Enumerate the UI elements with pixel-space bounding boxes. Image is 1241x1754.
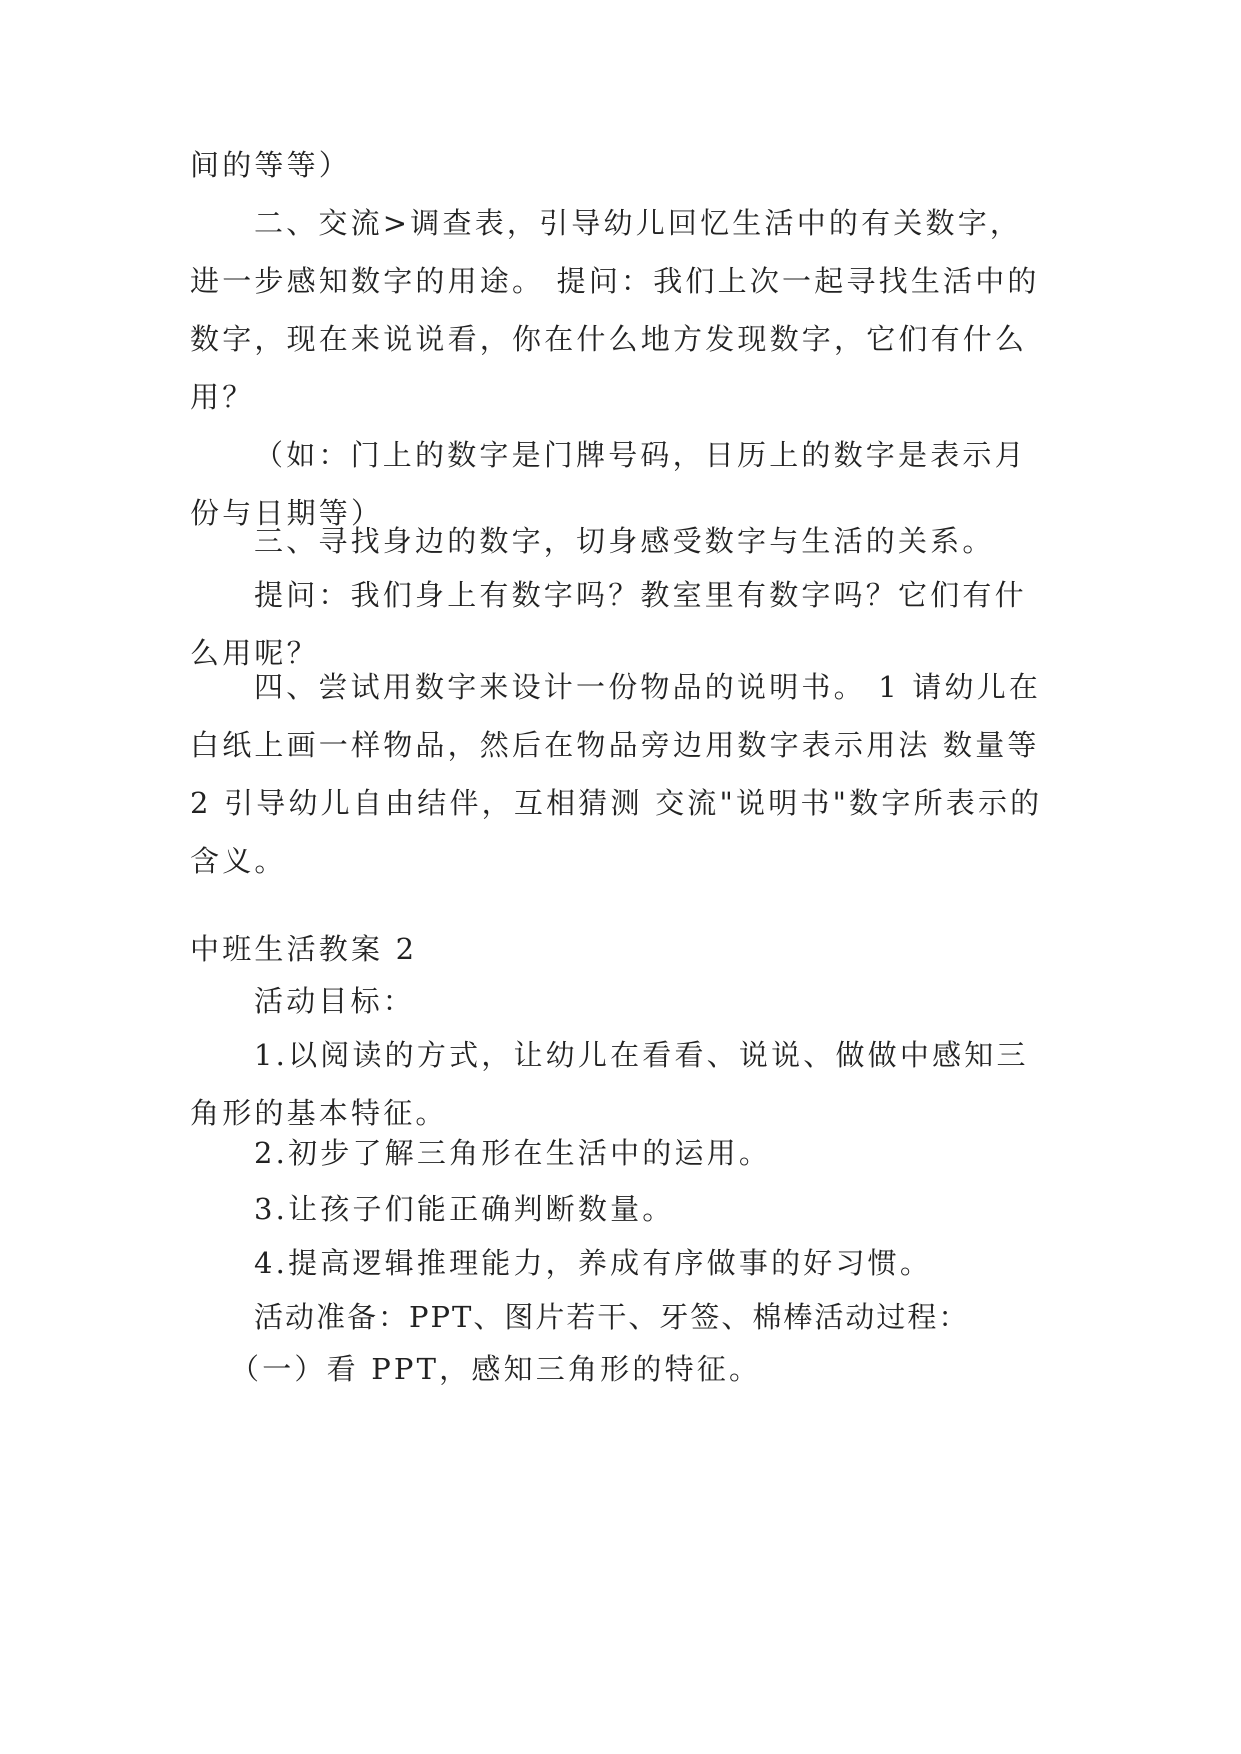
paragraph-step-three: 三、寻找身边的数字，切身感受数字与生活的关系。 [254, 524, 995, 558]
preparation-line: 活动准备：PPT、图片若干、牙签、棉棒活动过程： [254, 1300, 970, 1334]
section-title: 中班生活教案 2 [190, 932, 418, 966]
goal-item-4: 4.提高逻辑推理能力，养成有序做事的好习惯。 [254, 1246, 933, 1280]
goals-heading: 活动目标： [254, 984, 416, 1018]
paragraph-continuation: 间的等等） [190, 148, 352, 182]
goal-item-3: 3.让孩子们能正确判断数量。 [254, 1192, 675, 1226]
process-step-1: （一）看 PPT，感知三角形的特征。 [230, 1352, 762, 1386]
paragraph-question: 提问：我们身上有数字吗？教室里有数字吗？它们有什么用呢？ [190, 578, 1027, 670]
goal-item-2: 2.初步了解三角形在生活中的运用。 [254, 1136, 772, 1170]
goal-item-1: 1.以阅读的方式，让幼儿在看看、说说、做做中感知三角形的基本特征。 [190, 1038, 1029, 1130]
paragraph-step-four: 四、尝试用数字来设计一份物品的说明书。 1 请幼儿在白纸上画一样物品，然后在物品旁边用数字表示用法 数量等 2 引导幼儿自由结伴，互相猜测 交流"说明书"数字所表示的含义。 [190, 670, 1043, 878]
paragraph-example: （如：门上的数字是门牌号码，日历上的数字是表示月份与日期等） [190, 438, 1027, 530]
paragraph-step-two: 二、交流>调查表，引导幼儿回忆生活中的有关数字，进一步感知数字的用途。 提问：我们上次一起寻找生活中的数字，现在来说说看，你在什么地方发现数字，它们有什么用？ [190, 206, 1040, 414]
